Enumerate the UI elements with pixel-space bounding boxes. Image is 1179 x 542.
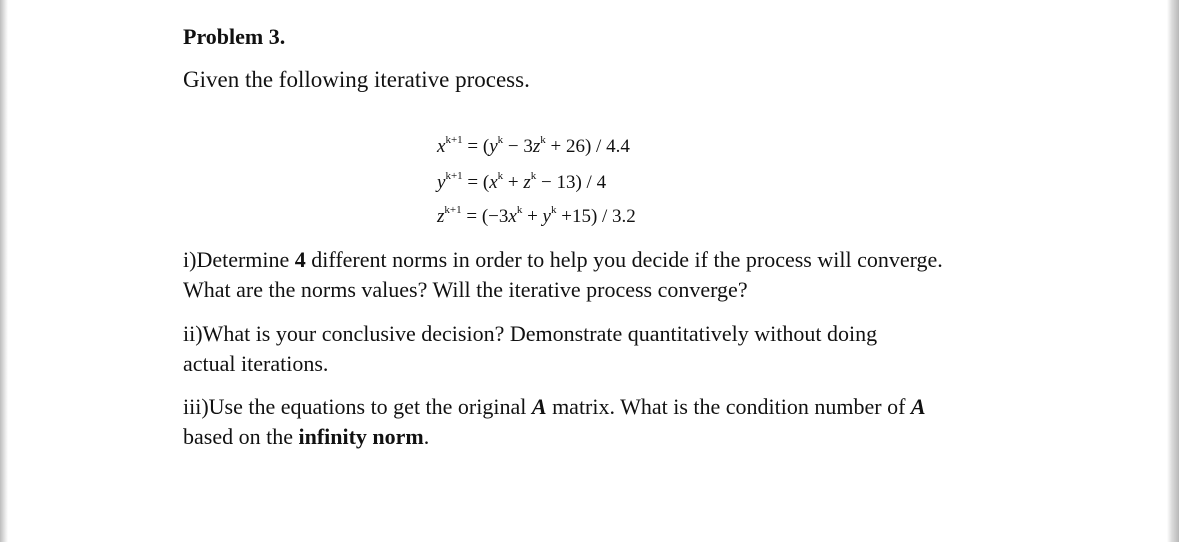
page-left-edge-shadow [0,0,8,542]
equation-x: $x^{k+1} = (y^k - 3z^k + 26) / 4.4$ [437,134,630,157]
equation-z: $z^{k+1} = (-3x^k + y^k +15) / 3.2$ [437,204,636,227]
question-2-line-1: ii)What is your conclusive decision? Demonstrate quantitatively without doing [183,321,878,346]
question-1 [183,245,943,305]
page-right-edge-shadow [1167,0,1179,542]
question-3 [183,392,926,452]
question-3-line-1: iii)Use the equations to get the original A matrix. What is the condition number of A [183,394,926,419]
question-1-line-2: What are the norms values? Will the iterative process converge? [183,277,748,302]
equation-y: $y^{k+1} = (x^k + z^k - 13) / 4$ [437,170,607,193]
question-1-line-1: i)Determine 4 different norms in order to help you decide if the process will converge. [183,247,943,272]
problem-title: Problem 3. [183,24,286,49]
question-3-line-2: based on the infinity norm. [183,424,430,449]
question-2 [183,319,877,379]
problem-intro: Given the following iterative process. [183,67,530,92]
question-2-line-2: actual iterations. [183,351,329,376]
